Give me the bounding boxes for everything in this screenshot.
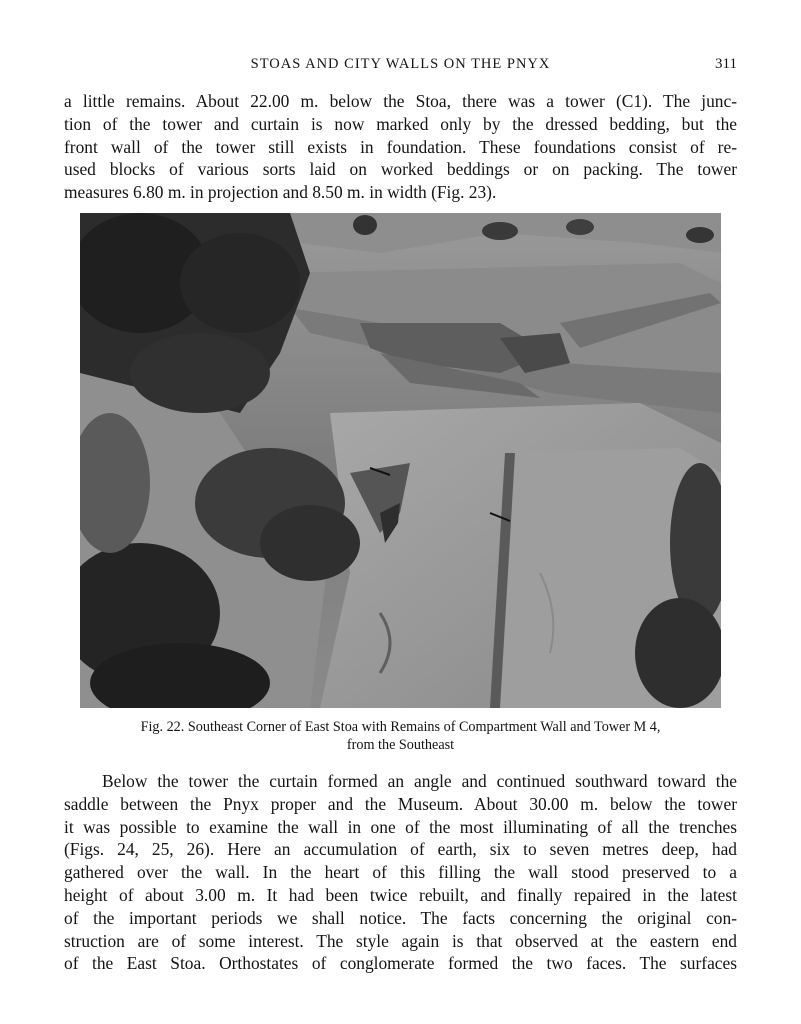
text-line: it was possible to examine the wall in one of the most illuminating of all the trenches xyxy=(64,816,737,837)
text-line: of the East Stoa. Orthostates of conglomerate formed the two faces. The surfaces xyxy=(64,953,737,974)
text-line: struction are of some interest. The style again is that observed at the eastern end xyxy=(64,930,737,951)
text-line: height of about 3.00 m. It had been twice rebuilt, and finally repaired in the latest xyxy=(64,884,737,905)
running-title: STOAS AND CITY WALLS ON THE PNYX xyxy=(250,56,551,72)
text-line: Below the tower the curtain formed an angle and continued southward toward the xyxy=(102,771,737,791)
figure-caption xyxy=(64,718,737,754)
text-line: saddle between the Pnyx proper and the Museum. About 30.00 m. below the tower xyxy=(64,793,737,814)
figure-photograph xyxy=(80,213,721,708)
text-line: tion of the tower and curtain is now marked only by the dressed bedding, but the xyxy=(64,113,737,134)
caption-line: from the Southeast xyxy=(346,737,455,753)
text-line: front wall of the tower still exists in foundation. These foundations consist of re- xyxy=(64,136,737,157)
text-line: (Figs. 24, 25, 26). Here an accumulation of earth, six to seven metres deep, had xyxy=(64,839,737,860)
running-head xyxy=(64,56,737,78)
caption-line: Fig. 22. Southeast Corner of East Stoa with Remains of Compartment Wall and Tower M 4, xyxy=(140,719,661,735)
paragraph-1 xyxy=(64,90,737,204)
text-line: used blocks of various sorts laid on worked beddings or on packing. The tower xyxy=(64,159,737,180)
page-number: 311 xyxy=(715,56,737,72)
paragraph-2 xyxy=(64,770,737,975)
text-line: measures 6.80 m. in projection and 8.50 m. in width (Fig. 23). xyxy=(64,182,497,203)
text-line: a little remains. About 22.00 m. below the Stoa, there was a tower (C1). The junc- xyxy=(64,91,737,111)
text-line: gathered over the wall. In the heart of this filling the wall stood preserved to a xyxy=(64,862,737,883)
text-line: of the important periods we shall notice. The facts concerning the original con- xyxy=(64,907,737,928)
